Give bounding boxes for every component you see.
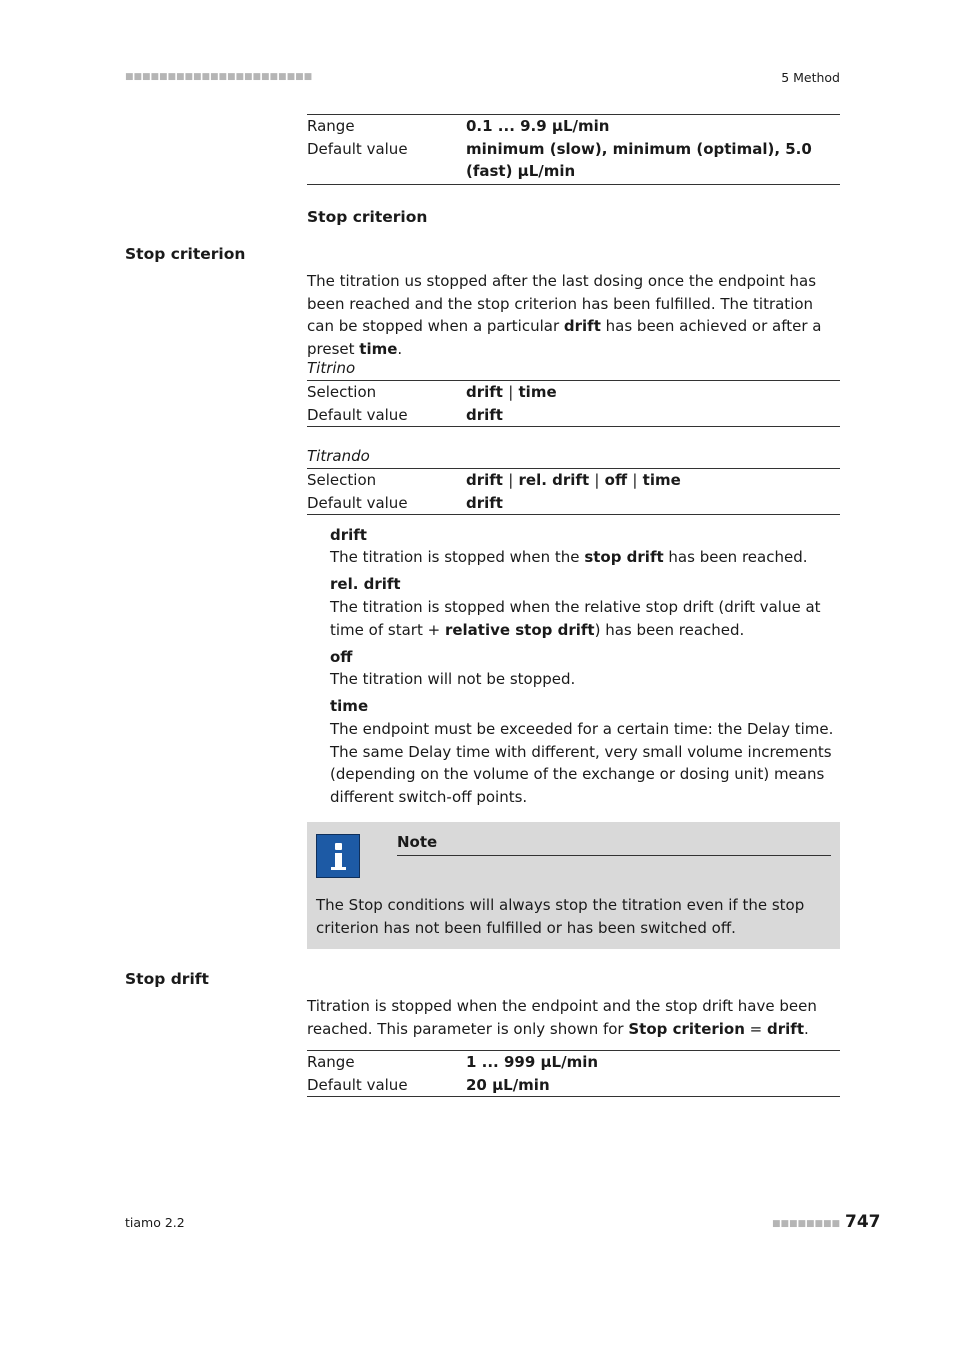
stop-criterion-label: Stop criterion <box>125 245 246 263</box>
table-row <box>307 115 840 138</box>
note-box <box>307 822 840 949</box>
option-drift-title: drift <box>330 526 367 544</box>
default-value: minimum (slow), minimum (optimal), 5.0 (fast) µL/min <box>466 139 812 180</box>
selection-options: drift | rel. drift | off | time <box>466 471 681 489</box>
default-key: Default value <box>307 1075 408 1094</box>
note-text: The Stop conditions will always stop the titration even if the stop criterion has not been fulfilled or has been switched off. <box>316 896 805 937</box>
table-row <box>307 1051 840 1074</box>
selection-key: Selection <box>307 383 377 401</box>
titrino-table <box>307 380 840 427</box>
range-value: 0.1 ... 9.9 µL/min <box>466 117 610 135</box>
header-decoration: ■■■■■■■■■■■■■■■■■■■■■■ <box>125 72 313 82</box>
option-off-title: off <box>330 648 353 666</box>
option-time-text: The endpoint must be exceeded for a certain time: the Delay time. The same Delay time with different, very small volume increments (depending on the volume of the exchange or dosing unit) means different switch-off points. <box>330 720 834 806</box>
table-row <box>307 1074 840 1097</box>
range-key: Range <box>307 117 355 135</box>
note-title: Note <box>397 831 831 856</box>
default-key: Default value <box>307 405 408 424</box>
table-row <box>307 138 840 183</box>
top-parameter-table <box>307 114 840 185</box>
titrando-caption: Titrando <box>307 447 370 465</box>
option-time-title: time <box>330 697 369 715</box>
stop-criterion-description: The titration us stopped after the last dosing once the endpoint has been reached and the stop criterion has been fulfilled. The titration can be stopped when a particular drift has been achieved or after a preset time. <box>307 272 822 358</box>
option-drift-text: The titration is stopped when the stop drift has been reached. <box>330 548 808 566</box>
default-value: 20 µL/min <box>466 1075 550 1094</box>
range-key: Range <box>307 1053 355 1071</box>
selection-key: Selection <box>307 471 377 489</box>
stop-drift-label: Stop drift <box>125 970 209 988</box>
default-value: drift <box>466 493 503 512</box>
running-header: 5 Method <box>781 70 840 85</box>
table-row <box>307 404 840 427</box>
option-rel-drift-text: The titration is stopped when the relative stop drift (drift value at time of start + relative stop drift) has been reached. <box>330 598 821 639</box>
range-value: 1 ... 999 µL/min <box>466 1053 599 1071</box>
option-rel-drift-title: rel. drift <box>330 575 401 593</box>
default-key: Default value <box>307 139 408 158</box>
stop-criterion-heading: Stop criterion <box>307 208 428 226</box>
stop-drift-description: Titration is stopped when the endpoint and the stop drift have been reached. This parameter is only shown for Stop criterion = drift. <box>307 997 817 1038</box>
table-row <box>307 492 840 515</box>
titrando-table <box>307 468 840 515</box>
default-value: drift <box>466 405 503 424</box>
titrino-caption: Titrino <box>307 359 356 377</box>
page-number: 747 <box>845 1212 881 1232</box>
table-row <box>307 381 840 404</box>
info-icon <box>316 834 360 878</box>
selection-options: drift | time <box>466 383 557 401</box>
default-key: Default value <box>307 493 408 512</box>
option-off-text: The titration will not be stopped. <box>330 670 576 688</box>
table-row <box>307 469 840 492</box>
stop-drift-table <box>307 1050 840 1097</box>
footer-product: tiamo 2.2 <box>125 1215 185 1230</box>
footer-decoration: ■■■■■■■■ <box>772 1219 841 1229</box>
